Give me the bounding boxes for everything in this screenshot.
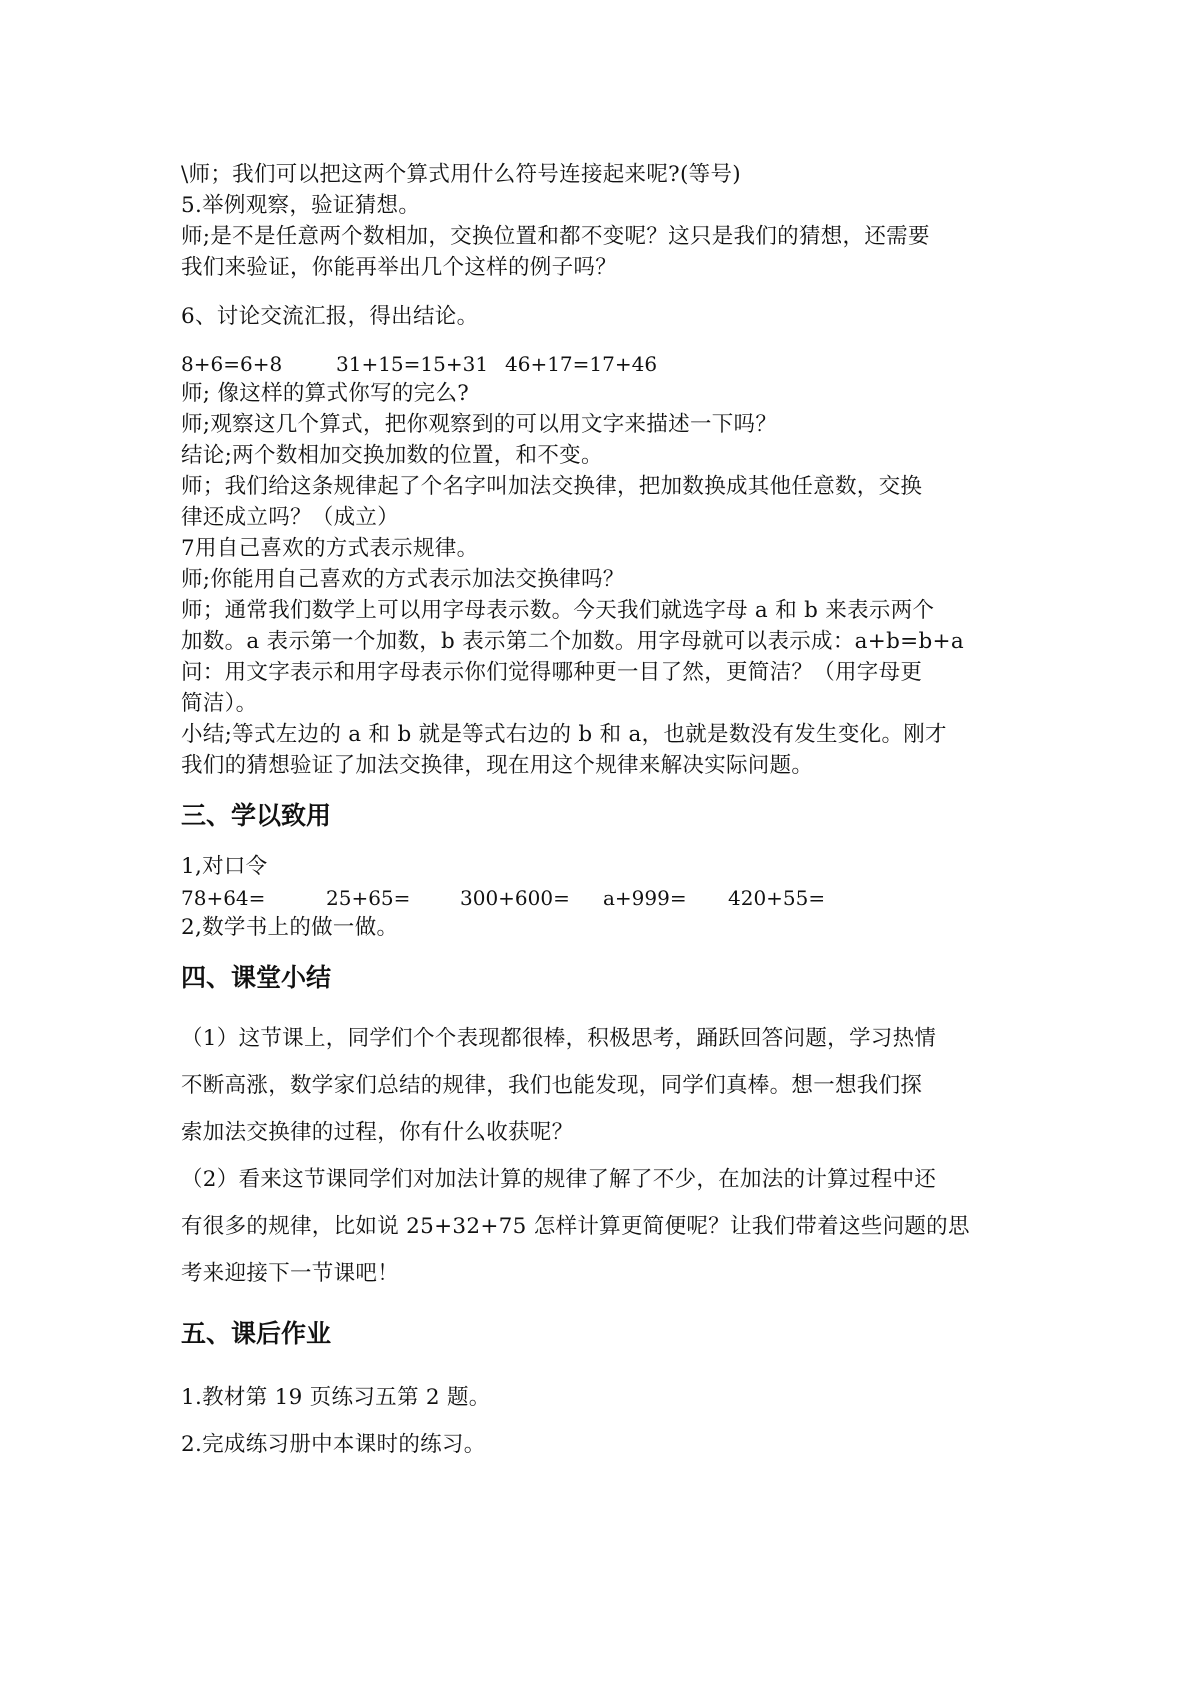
exercise-expression: a+999= [603,886,687,910]
summary-1-line-1: （1）这节课上，同学们个个表现都很棒，积极思考，踊跃回答问题，学习热情 [181,1026,937,1051]
exercise-expression: 25+65= [326,886,411,910]
section-5-heading: 五、课后作业 [181,1319,332,1348]
paragraph-teacher-express: 师;你能用自己喜欢的方式表示加法交换律吗？ [181,567,625,592]
example-equations-row [181,350,1001,378]
paragraph-naming-line-1: 师；我们给这条规律起了个名字叫加法交换律，把加数换成其他任意数，交换 [181,474,923,499]
summary-1-line-2: 不断高涨，数学家们总结的规律，我们也能发现，同学们真棒。想一想我们探 [181,1073,923,1098]
step-7-title: 7用自己喜欢的方式表示规律。 [181,536,479,561]
homework-item-2: 2.完成练习册中本课时的练习。 [181,1432,486,1457]
exercise-item-1: 1,对口令 [181,854,268,879]
summary-1-line-3: 索加法交换律的过程，你有什么收获呢？ [181,1120,574,1145]
paragraph-summary-line-1: 小结;等式左边的 a 和 b 就是等式右边的 b 和 a，也就是数没有发生变化。刚才 [181,722,947,747]
step-6-title: 6、讨论交流汇报，得出结论。 [181,304,479,329]
paragraph-teacher-observe: 师;观察这几个算式，把你观察到的可以用文字来描述一下吗？ [181,412,778,437]
exercise-expression: 300+600= [460,886,570,910]
summary-2-line-2: 有很多的规律，比如说 25+32+75 怎样计算更简便呢？让我们带着这些问题的思 [181,1214,970,1239]
paragraph-letters-line-1: 师；通常我们数学上可以用字母表示数。今天我们就选字母 a 和 b 来表示两个 [181,598,935,623]
paragraph-hypothesis-line-1: 师;是不是任意两个数相加，交换位置和都不变呢？这只是我们的猜想，还需要 [181,224,930,249]
paragraph-naming-line-2: 律还成立吗？（成立） [181,505,400,530]
summary-2-line-1: （2）看来这节课同学们对加法计算的规律了解了不少，在加法的计算过程中还 [181,1167,937,1192]
paragraph-hypothesis-line-2: 我们来验证，你能再举出几个这样的例子吗？ [181,255,618,280]
example-equation: 46+17=17+46 [505,352,658,376]
example-equation: 31+15=15+31 [336,352,489,376]
section-4-heading: 四、课堂小结 [181,963,332,992]
example-equation: 8+6=6+8 [181,352,283,376]
step-5-title: 5.举例观察，验证猜想。 [181,193,421,218]
exercise-expressions-row [181,884,1001,912]
exercise-expression: 420+55= [728,886,826,910]
paragraph-conclusion: 结论;两个数相加交换加数的位置，和不变。 [181,443,603,468]
exercise-item-2: 2,数学书上的做一做。 [181,915,399,940]
paragraph-question-line-2: 简洁）。 [181,691,258,716]
paragraph-teacher-symbol-question: \师；我们可以把这两个算式用什么符号连接起来呢?(等号) [181,162,741,187]
homework-item-1: 1.教材第 19 页练习五第 2 题。 [181,1385,491,1410]
summary-2-line-3: 考来迎接下一节课吧！ [181,1261,400,1286]
section-3-heading: 三、学以致用 [181,801,332,830]
exercise-expression: 78+64= [181,886,266,910]
paragraph-question-line-1: 问：用文字表示和用字母表示你们觉得哪种更一目了然，更简洁？（用字母更 [181,660,923,685]
paragraph-summary-line-2: 我们的猜想验证了加法交换律，现在用这个规律来解决实际问题。 [181,753,814,778]
paragraph-teacher-question: 师; 像这样的算式你写的完么? [181,381,470,406]
paragraph-letters-line-2: 加数。a 表示第一个加数，b 表示第二个加数。用字母就可以表示成：a+b=b+a [181,629,964,654]
